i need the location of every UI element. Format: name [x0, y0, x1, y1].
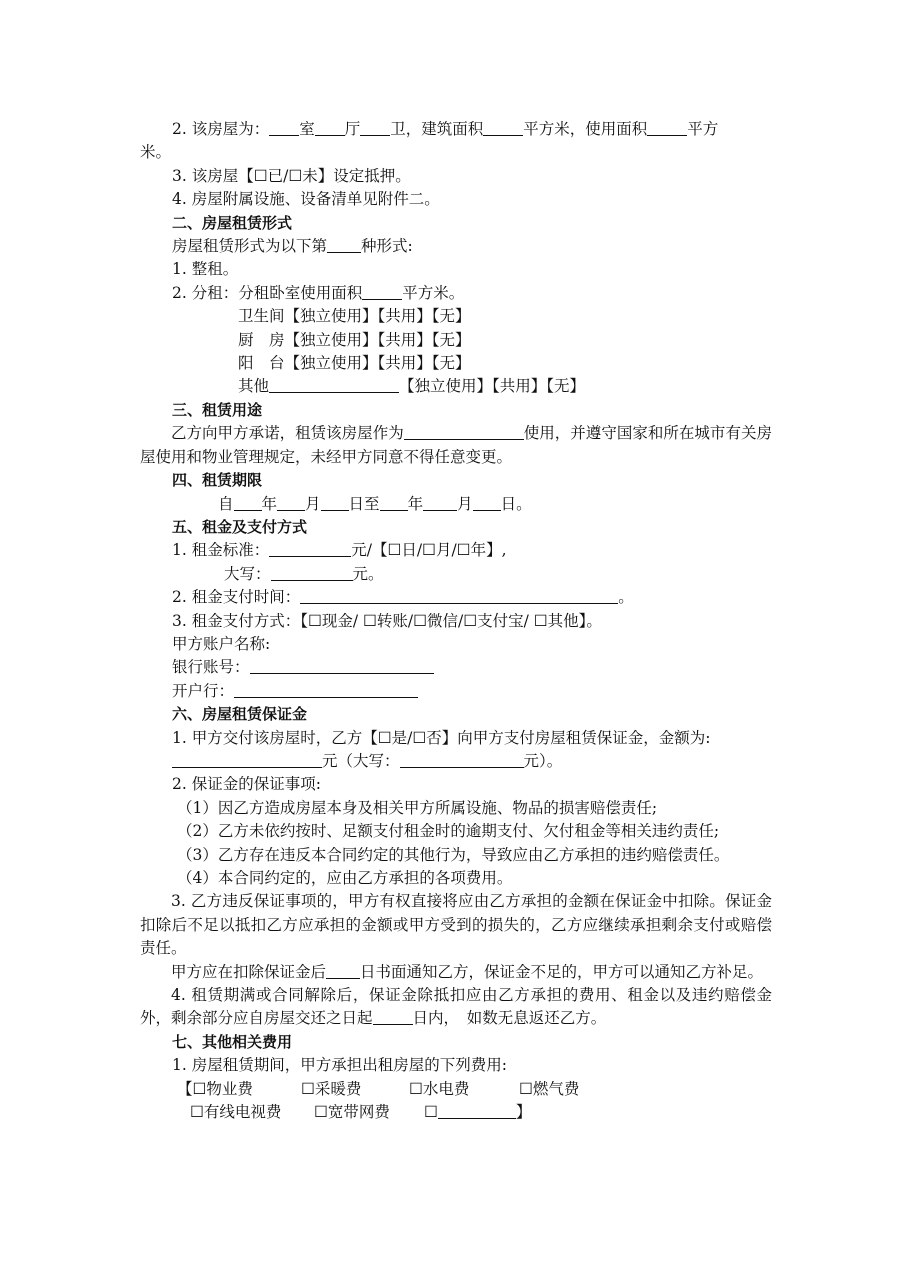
sublet-line: [140, 282, 772, 305]
blank-return-days[interactable]: [373, 1007, 413, 1025]
text: 日至: [348, 494, 380, 513]
blank-fee-other[interactable]: [438, 1101, 516, 1119]
blank-usage[interactable]: [404, 422, 524, 440]
section-heading: 七、其他相关费用: [172, 1032, 293, 1051]
fee-heating[interactable]: ☐采暖费: [301, 1079, 362, 1098]
payment-method-line: 3. 租金支付方式：【☐现金/ ☐转账/☐微信/☐支付宝/ ☐其他】。: [172, 611, 602, 630]
blank-rent-amount[interactable]: [269, 539, 351, 557]
term-line: [140, 493, 772, 516]
blank-start-day[interactable]: [321, 493, 349, 511]
fee-other-box[interactable]: ☐: [424, 1103, 438, 1122]
section-heading: 二、房屋租赁形式: [172, 213, 293, 232]
rent-uppercase-line: [140, 563, 772, 586]
text: 1. 租金标准：: [172, 541, 270, 560]
text: 2. 分租：分租卧室使用面积: [172, 283, 363, 302]
text: 甲方应在扣除保证金后: [171, 962, 327, 981]
mortgage-line: 3. 该房屋【☐已/☐未】设定抵押。: [172, 166, 411, 185]
fee-broadband[interactable]: ☐宽带网费: [314, 1103, 390, 1122]
deposit-amount-line: [140, 750, 772, 773]
kitchen-option: 厨 房【独立使用】【共用】【无】: [238, 330, 471, 349]
bathroom-option: 卫生间【独立使用】【共用】【无】: [238, 307, 471, 326]
text: 年: [407, 494, 424, 513]
blank-baths[interactable]: [360, 118, 390, 136]
other-option: [140, 375, 772, 398]
text: 卫，建筑面积: [390, 120, 484, 138]
house-layout-line: [140, 118, 772, 141]
text: 日书面通知乙方，保证金不足的，甲方可以通知乙方补足。: [360, 962, 764, 981]
text: 平方: [687, 120, 719, 138]
blank-end-day[interactable]: [473, 493, 501, 511]
contract-page: [140, 118, 772, 1124]
text: 2. 租金支付时间：: [172, 588, 301, 607]
blank-sublet-area[interactable]: [362, 282, 402, 300]
fees-row-2: [140, 1101, 772, 1124]
account-name-line: 甲方账户名称:: [172, 634, 271, 653]
deposit-items-line: 2. 保证金的保证事项:: [172, 775, 321, 794]
blank-rooms[interactable]: [269, 118, 299, 136]
bank-branch-line: [140, 680, 772, 703]
blank-end-year[interactable]: [380, 493, 408, 511]
text: 种形式:: [361, 237, 413, 256]
blank-start-year[interactable]: [234, 493, 262, 511]
fee-utilities[interactable]: ☐水电费: [409, 1079, 470, 1098]
text: 元）。: [523, 751, 563, 770]
blank-end-month[interactable]: [423, 493, 457, 511]
blank-halls[interactable]: [315, 118, 345, 136]
rent-form-line: [140, 235, 772, 258]
deposit-item-2: （2）乙方未依约按时、足额支付租金时的逾期支付、欠付租金等相关违约责任;: [177, 822, 720, 841]
text: 大写：: [224, 564, 271, 583]
text: 】: [515, 1103, 532, 1122]
text: 使用，并遵守国家和所在城市有关房屋使用和物业管理规定，未经甲方同意不得任意变更。: [140, 424, 772, 466]
text: 日。: [500, 494, 532, 513]
payment-time-line: [140, 586, 772, 609]
section-heading: 六、房屋租赁保证金: [172, 705, 308, 724]
text: 自: [218, 494, 234, 513]
text: 元/【☐日/☐月/☐年】,: [351, 541, 507, 560]
deposit-item-4: （4）本合同约定的，应由乙方承担的各项费用。: [177, 869, 513, 887]
text: 月: [457, 494, 473, 513]
blank-other[interactable]: [269, 375, 399, 393]
text: 房屋租赁形式为以下第: [172, 237, 328, 256]
text: 平方米。: [402, 283, 465, 302]
text: 元（大写：: [322, 751, 400, 770]
bank-account-line: [140, 656, 772, 679]
text: 平方米，使用面积: [523, 120, 648, 138]
blank-deposit-amount[interactable]: [172, 750, 322, 768]
section-heading: 五、租金及支付方式: [172, 517, 308, 536]
blank-deposit-uppercase[interactable]: [400, 750, 524, 768]
blank-form-no[interactable]: [327, 235, 361, 253]
text: 月: [305, 494, 321, 513]
text: 开户行：: [172, 681, 235, 700]
text: 室: [299, 120, 315, 138]
blank-start-month[interactable]: [277, 493, 305, 511]
rent-standard-line: [140, 539, 772, 562]
blank-use-area[interactable]: [647, 118, 687, 136]
deposit-deduct-paragraph: 3. 乙方违反保证事项的，甲方有权直接将应由乙方承担的金额在保证金中扣除。保证金扣除后不足以抵扣乙方应承担的金额或甲方受到的损失的，乙方应继续承担剩余支付或赔偿责任。: [140, 892, 772, 958]
deposit-item-3: （3）乙方存在违反本合同约定的其他行为，导致应由乙方承担的违约赔偿责任。: [177, 845, 730, 864]
balcony-option: 阳 台【独立使用】【共用】【无】: [238, 354, 471, 373]
text: 年: [261, 494, 278, 513]
facilities-line: 4. 房屋附属设施、设备清单见附件二。: [172, 190, 440, 209]
fees-intro-line: 1. 房屋租赁期间，甲方承担出租房屋的下列费用:: [172, 1056, 507, 1075]
blank-notice-days[interactable]: [326, 961, 360, 979]
whole-rent-line: 1. 整租。: [172, 260, 239, 279]
fees-row-1: [140, 1078, 772, 1101]
text: 元。: [352, 564, 384, 583]
blank-rent-uppercase[interactable]: [271, 563, 353, 581]
text: 2. 该房屋为：: [172, 120, 270, 138]
text: 乙方向甲方承诺，租赁该房屋作为: [171, 424, 404, 443]
text: 厅: [344, 120, 361, 138]
deposit-item-1: （1）因乙方造成房屋本身及相关甲方所属设施、物品的损害赔偿责任;: [177, 798, 658, 817]
usage-paragraph: [140, 422, 772, 469]
fee-gas[interactable]: ☐燃气费: [519, 1079, 580, 1098]
fee-cable-tv[interactable]: ☐有线电视费: [190, 1103, 282, 1122]
section-heading: 四、租赁期限: [172, 471, 263, 490]
deposit-return-paragraph: [140, 984, 772, 1031]
text: 其他: [238, 377, 270, 396]
fee-property[interactable]: 【☐物业费: [177, 1079, 253, 1098]
blank-payment-time[interactable]: [300, 586, 618, 604]
blank-build-area[interactable]: [483, 118, 523, 136]
text: 。: [618, 588, 634, 607]
text: 银行账号：: [172, 658, 250, 677]
deposit-line: 1. 甲方交付该房屋时，乙方【☐是/☐否】向甲方支付房屋租赁保证金，金额为:: [172, 728, 711, 747]
text: 【独立使用】【共用】【无】: [399, 377, 586, 396]
section-heading: 三、租赁用途: [172, 400, 263, 419]
deposit-notice-paragraph: [140, 961, 772, 984]
text: 4. 租赁期满或合同解除后，保证金除抵扣应由乙方承担的费用、租金以及违约赔偿金外，剩余部分应自房屋交还之日起: [140, 986, 772, 1028]
blank-bank-account[interactable]: [250, 656, 434, 674]
text: 日内， 如数无息返还乙方。: [412, 1009, 607, 1028]
blank-bank-branch[interactable]: [234, 680, 418, 698]
text-line: 米。: [140, 143, 172, 162]
